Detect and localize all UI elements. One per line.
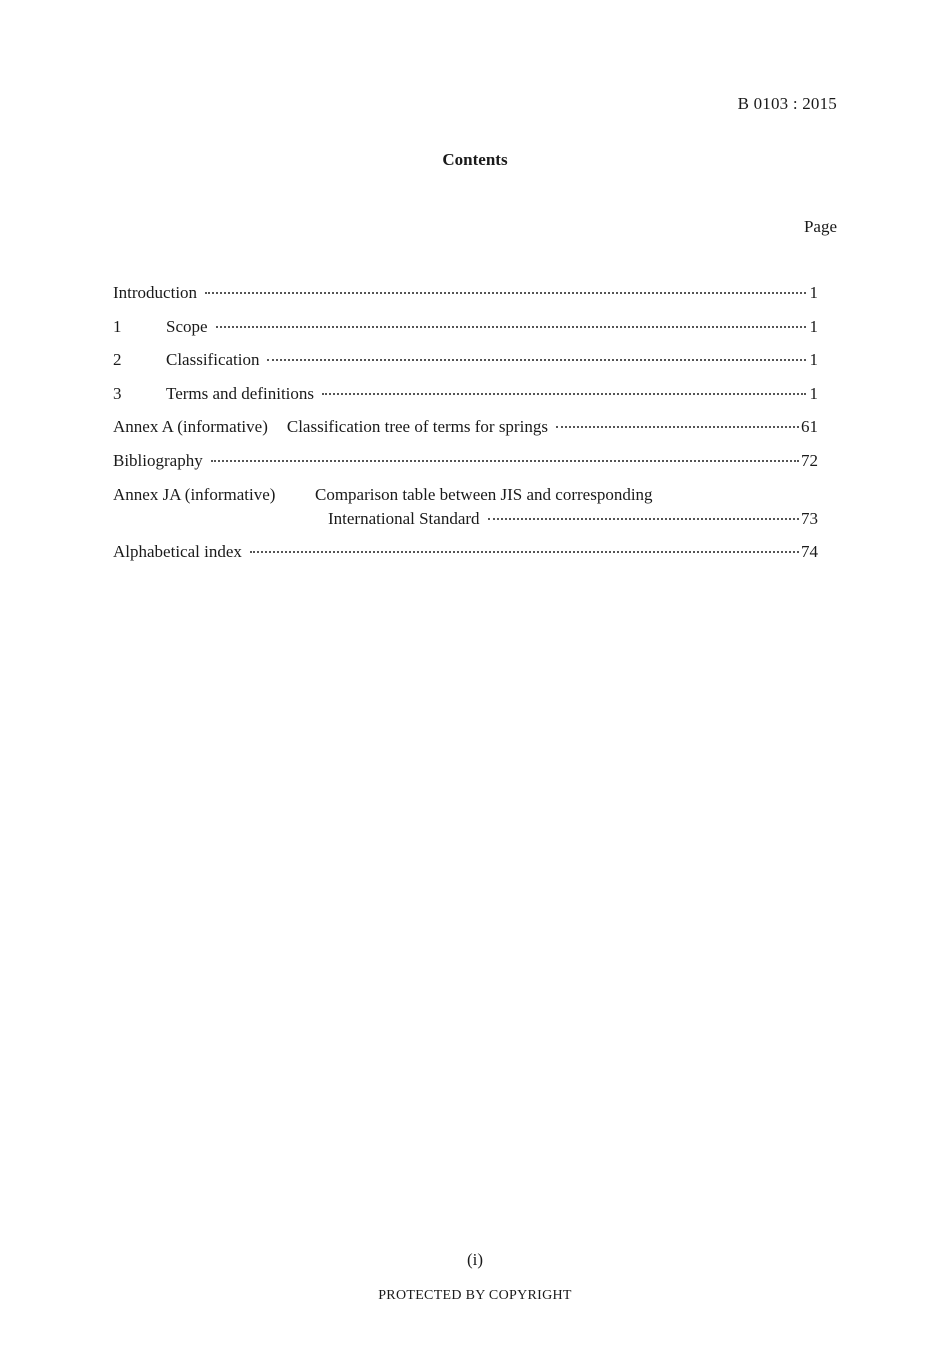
toc-entry-annex-ja[interactable] [113, 484, 818, 541]
toc-entry-number: 3 [113, 383, 122, 403]
dot-leader [205, 292, 806, 294]
table-of-contents [113, 282, 818, 574]
toc-entry-number: 2 [113, 350, 122, 370]
contents-title: Contents [442, 150, 508, 169]
doc-number: B 0103 : 2015 [737, 94, 837, 113]
dot-leader [556, 426, 799, 428]
toc-entry-page: 1 [809, 316, 818, 336]
toc-entry-title: Alphabetical index [113, 541, 242, 561]
toc-entry-classification[interactable] [113, 349, 818, 383]
toc-entry-page: 1 [809, 350, 818, 370]
toc-entry-annex-prefix: Annex JA (informative) [113, 484, 276, 504]
toc-entry-title: Classification tree of terms for springs [286, 417, 548, 437]
toc-entry-page: 1 [809, 283, 818, 302]
toc-entry-number: 1 [113, 316, 122, 336]
dot-leader [267, 359, 806, 361]
toc-entry-page: 1 [809, 383, 818, 403]
toc-entry-annex-prefix: Annex A (informative) [113, 417, 268, 437]
toc-entry-terms-and-definitions[interactable] [113, 383, 818, 417]
dot-leader [250, 551, 799, 553]
dot-leader [488, 518, 799, 520]
dot-leader [216, 326, 806, 328]
toc-entry-title-line1: Comparison table between JIS and corresponding [315, 484, 653, 504]
toc-entry-title: Introduction [113, 283, 198, 302]
toc-entry-introduction[interactable] [113, 282, 818, 316]
toc-entry-page: 72 [801, 450, 818, 470]
toc-entry-page: 73 [801, 508, 818, 528]
toc-entry-title: Classification [166, 350, 260, 370]
toc-entry-title-line2: International Standard [328, 508, 480, 528]
toc-entry-bibliography[interactable] [113, 450, 818, 484]
toc-entry-alphabetical-index[interactable] [113, 541, 818, 575]
dot-leader [211, 460, 799, 462]
page-column-label: Page [803, 217, 837, 236]
dot-leader [322, 393, 806, 395]
copyright-notice: PROTECTED BY COPYRIGHT [378, 1288, 572, 1303]
toc-entry-title: Scope [166, 316, 208, 336]
toc-entry-title: Terms and definitions [166, 383, 315, 403]
toc-entry-scope[interactable] [113, 316, 818, 350]
toc-entry-title: Bibliography [113, 450, 203, 470]
page-number: (i) [466, 1250, 484, 1269]
toc-entry-page: 61 [801, 417, 818, 437]
toc-entry-annex-a[interactable] [113, 416, 818, 450]
toc-entry-page: 74 [801, 541, 818, 561]
